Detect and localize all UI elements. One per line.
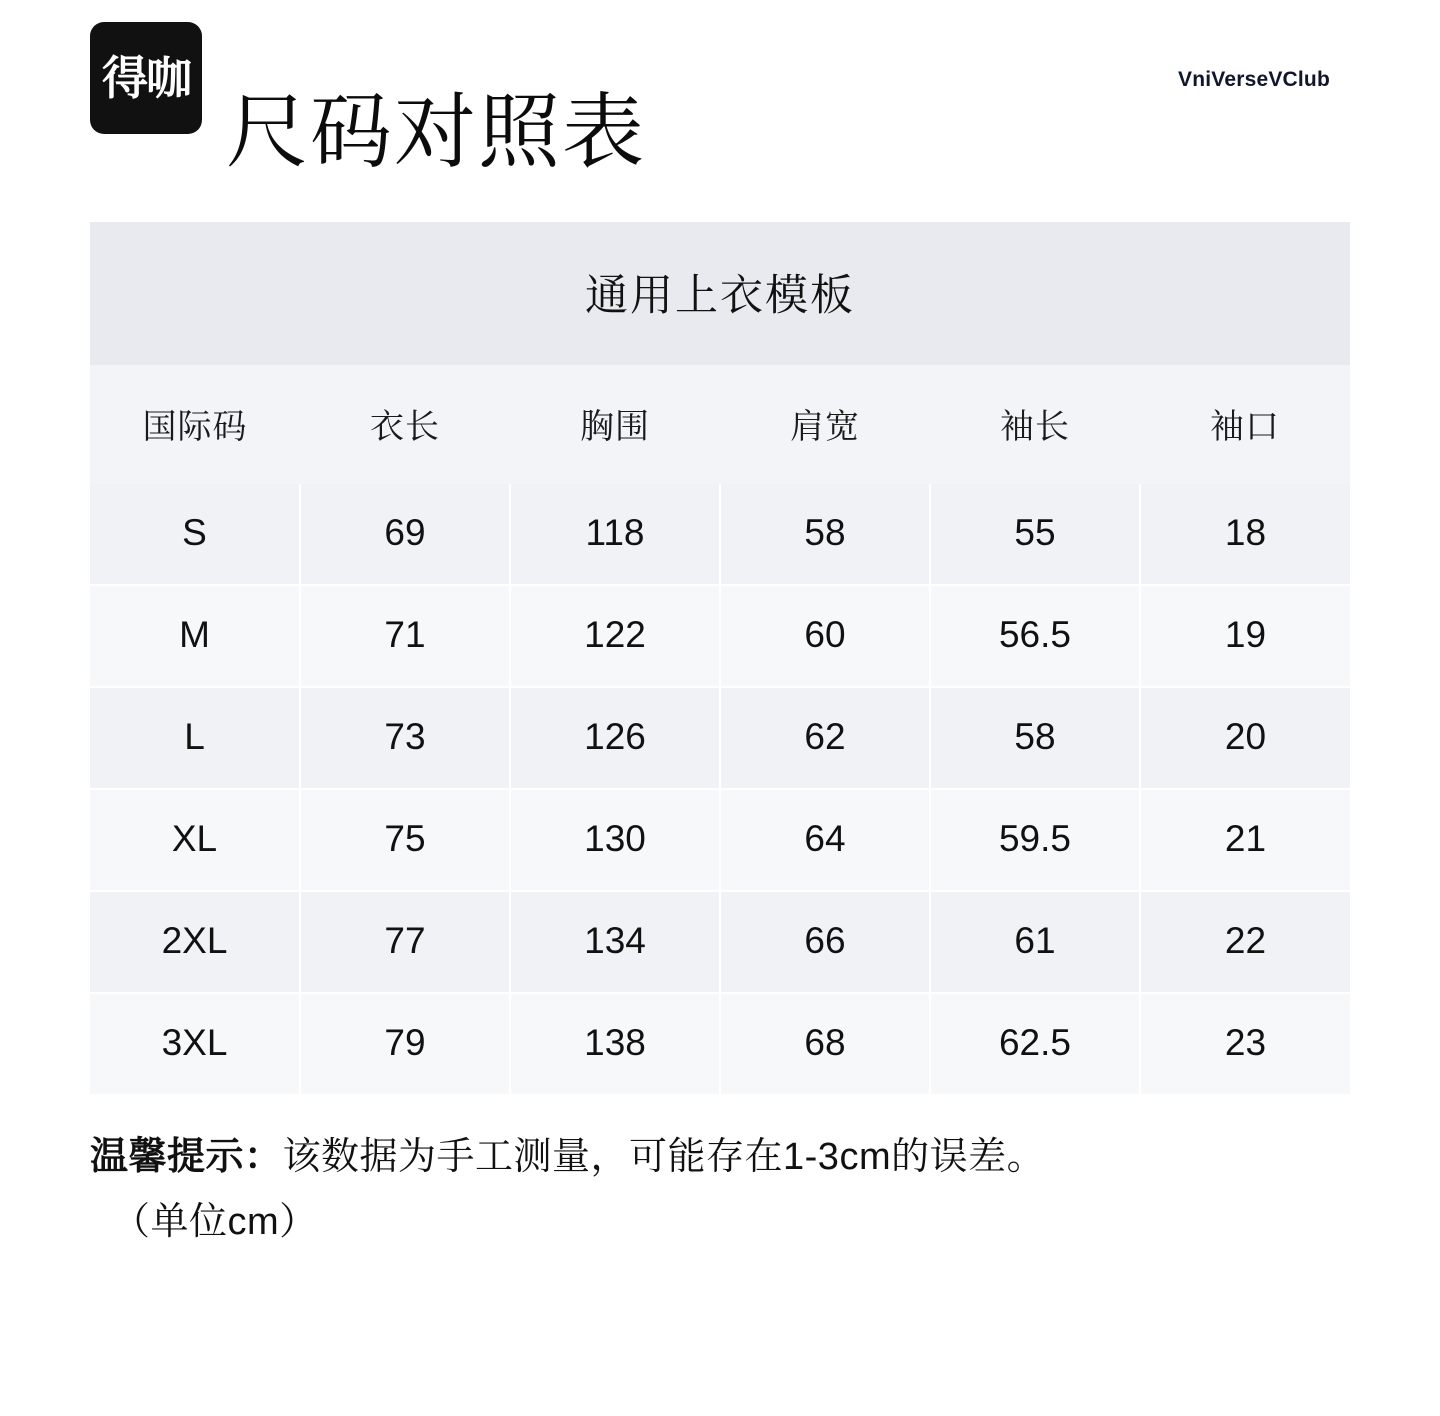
- table-cell: 22: [1140, 891, 1350, 993]
- table-row: [90, 585, 1350, 687]
- table-cell: 18: [1140, 484, 1350, 585]
- table-cell-size: 3XL: [90, 993, 300, 1094]
- table-row: [90, 687, 1350, 789]
- size-table-caption: 通用上衣模板: [90, 222, 1350, 365]
- table-cell: 71: [300, 585, 510, 687]
- column-header: 衣长: [300, 365, 510, 484]
- table-cell: 126: [510, 687, 720, 789]
- table-cell: 21: [1140, 789, 1350, 891]
- table-row: [90, 891, 1350, 993]
- table-cell: 62.5: [930, 993, 1140, 1094]
- table-cell: 23: [1140, 993, 1350, 1094]
- size-table-head: [90, 365, 1350, 484]
- table-cell-size: XL: [90, 789, 300, 891]
- column-header: 肩宽: [720, 365, 930, 484]
- size-table: [90, 222, 1350, 1094]
- page-header: [0, 0, 1440, 178]
- table-cell: 75: [300, 789, 510, 891]
- size-table-container: [90, 222, 1350, 1094]
- table-row: [90, 789, 1350, 891]
- table-cell: 118: [510, 484, 720, 585]
- table-cell-size: S: [90, 484, 300, 585]
- table-cell: 134: [510, 891, 720, 993]
- table-cell: 130: [510, 789, 720, 891]
- table-cell: 19: [1140, 585, 1350, 687]
- table-cell: 64: [720, 789, 930, 891]
- table-cell: 62: [720, 687, 930, 789]
- measurement-note: [90, 1128, 1360, 1252]
- column-header: 袖长: [930, 365, 1140, 484]
- table-cell: 58: [930, 687, 1140, 789]
- table-cell: 79: [300, 993, 510, 1094]
- size-table-body: [90, 484, 1350, 1094]
- brand-logo-text: 得咖: [102, 52, 190, 104]
- column-header: 胸围: [510, 365, 720, 484]
- table-cell: 56.5: [930, 585, 1140, 687]
- table-cell: 69: [300, 484, 510, 585]
- table-cell-size: 2XL: [90, 891, 300, 993]
- note-text: 该数据为手工测量，可能存在1-3cm的误差。: [282, 1136, 1046, 1178]
- column-header: 国际码: [90, 365, 300, 484]
- page-title: 尺码对照表: [226, 86, 647, 178]
- table-cell: 73: [300, 687, 510, 789]
- table-cell: 77: [300, 891, 510, 993]
- table-cell: 68: [720, 993, 930, 1094]
- table-header-row: [90, 365, 1350, 484]
- table-cell: 138: [510, 993, 720, 1094]
- note-unit: （单位cm）: [112, 1200, 318, 1243]
- note-label: 温馨提示：: [90, 1136, 283, 1178]
- table-cell: 55: [930, 484, 1140, 585]
- brand-logo-badge: [90, 22, 202, 134]
- table-cell-size: L: [90, 687, 300, 789]
- table-cell: 59.5: [930, 789, 1140, 891]
- table-cell: 20: [1140, 687, 1350, 789]
- brand-mark: VniVerseVClub: [1178, 68, 1330, 91]
- table-cell: 66: [720, 891, 930, 993]
- table-cell: 60: [720, 585, 930, 687]
- table-row: [90, 993, 1350, 1094]
- column-header: 袖口: [1140, 365, 1350, 484]
- table-cell: 61: [930, 891, 1140, 993]
- table-cell-size: M: [90, 585, 300, 687]
- table-cell: 58: [720, 484, 930, 585]
- table-row: [90, 484, 1350, 585]
- table-cell: 122: [510, 585, 720, 687]
